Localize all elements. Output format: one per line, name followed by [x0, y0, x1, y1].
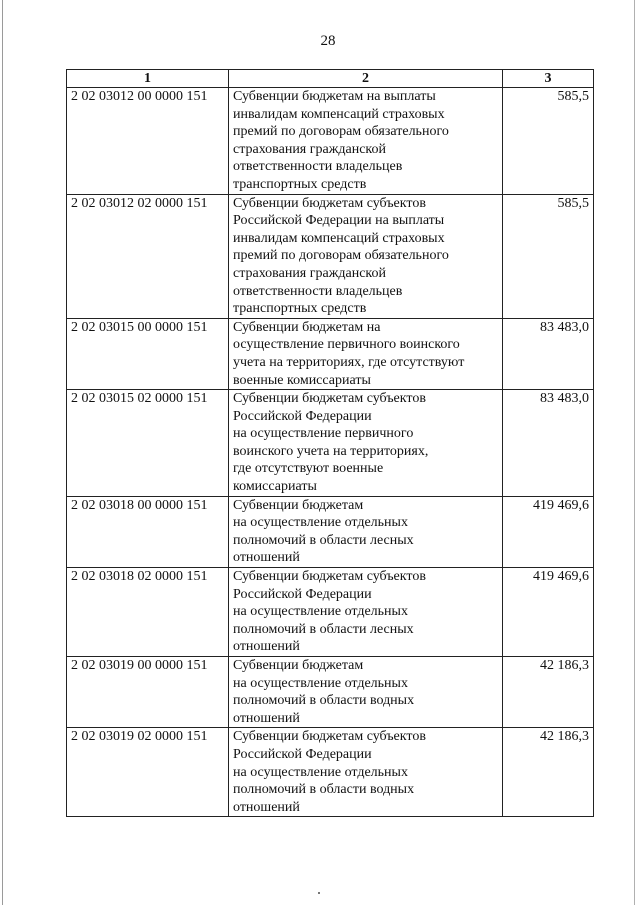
scan-edge-right — [634, 0, 635, 905]
table-body — [67, 88, 594, 817]
amount-cell: 83 483,0 — [503, 390, 594, 497]
description-cell: Субвенции бюджетам на осуществление первичного воинского учета на территориях, где отсутствуют военные комиссариаты — [229, 318, 503, 389]
header-row — [67, 70, 594, 88]
table-row — [67, 496, 594, 567]
budget-code-cell: 2 02 03019 02 0000 151 — [67, 728, 229, 817]
amount-cell: 42 186,3 — [503, 728, 594, 817]
budget-code-cell: 2 02 03018 00 0000 151 — [67, 496, 229, 567]
amount-cell: 419 469,6 — [503, 496, 594, 567]
table-row — [67, 318, 594, 389]
description-cell: Субвенции бюджетам субъектов Российской Федерации на осуществление отдельных полномочий в области водных отношений — [229, 728, 503, 817]
budget-code-cell: 2 02 03012 02 0000 151 — [67, 194, 229, 318]
header-column-2: 2 — [229, 70, 503, 88]
amount-cell: 419 469,6 — [503, 568, 594, 657]
amount-cell: 585,5 — [503, 88, 594, 195]
description-cell: Субвенции бюджетам на выплаты инвалидам компенсаций страховых премий по договорам обязательного страхования гражданской ответственности владельцев транспортных средств — [229, 88, 503, 195]
scan-speck — [318, 892, 320, 894]
budget-code-cell: 2 02 03019 00 0000 151 — [67, 657, 229, 728]
budget-code-cell: 2 02 03015 00 0000 151 — [67, 318, 229, 389]
amount-cell: 83 483,0 — [503, 318, 594, 389]
table-row — [67, 568, 594, 657]
budget-code-cell: 2 02 03012 00 0000 151 — [67, 88, 229, 195]
table-row — [67, 390, 594, 497]
amount-cell: 585,5 — [503, 194, 594, 318]
page-number: 28 — [320, 33, 336, 49]
table-row — [67, 657, 594, 728]
budget-code-cell: 2 02 03015 02 0000 151 — [67, 390, 229, 497]
scan-edge-left — [2, 0, 3, 905]
header-column-3: 3 — [503, 70, 594, 88]
header-column-1: 1 — [67, 70, 229, 88]
budget-table — [66, 69, 594, 817]
description-cell: Субвенции бюджетам на осуществление отдельных полномочий в области лесных отношений — [229, 496, 503, 567]
description-cell: Субвенции бюджетам субъектов Российской Федерации на выплаты инвалидам компенсаций страховых премий по договорам обязательного страхования гражданской ответственности владельцев транспортных средств — [229, 194, 503, 318]
table-row — [67, 88, 594, 195]
budget-code-cell: 2 02 03018 02 0000 151 — [67, 568, 229, 657]
table-header — [67, 70, 594, 88]
description-cell: Субвенции бюджетам на осуществление отдельных полномочий в области водных отношений — [229, 657, 503, 728]
table-row — [67, 728, 594, 817]
description-cell: Субвенции бюджетам субъектов Российской Федерации на осуществление первичного воинского учета на территориях, где отсутствуют военные комиссариаты — [229, 390, 503, 497]
description-cell: Субвенции бюджетам субъектов Российской Федерации на осуществление отдельных полномочий в области лесных отношений — [229, 568, 503, 657]
amount-cell: 42 186,3 — [503, 657, 594, 728]
table-row — [67, 194, 594, 318]
